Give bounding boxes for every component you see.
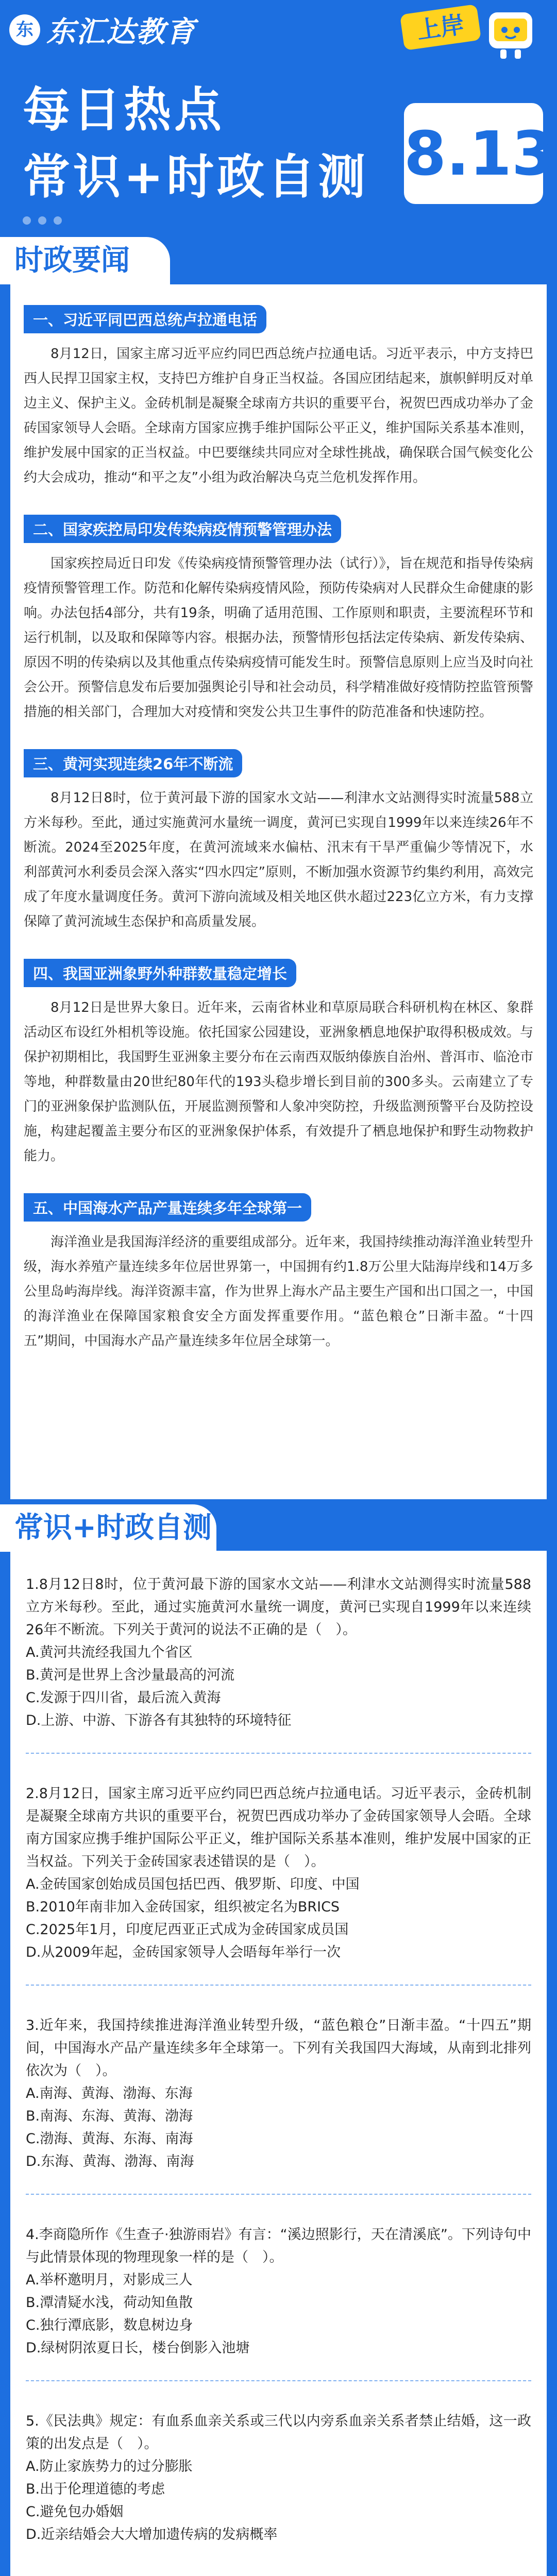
divider [26,2194,531,2195]
header-title-line2: 常识+时政自测 [23,149,369,205]
question-option[interactable]: C.发源于四川省，最后流入黄海 [26,1690,221,1706]
news-body: 国家疾控局近日印发《传染病疫情预警管理办法（试行）》，旨在规范和指导传染病疫情预警管理工作。防范和化解传染病疫情风险，预防传染病对人民群众生命健康的影响。办法包括4部分，共有19条，明确了适用范围、工作原则和职责，主要流程环节和运行机制，以及取和保障等内容。根据办法，预警情形包括法定传染病、新发传染病、原因不明的传染病以及其他重点传染病疫情可能发生时。预警信息原则上应当及时向社会公开。预警信息发布后要加强舆论引导和社会动员，科学精准做好疫情防控监管预警措施的相关部门，合理加大对疫情和突发公共卫生事件的防范准备和快速防控。 [24,556,533,720]
dot-icon [54,216,62,225]
news-title: 二、国家疾控局印发传染病疫情预警管理办法 [24,515,341,543]
question-option[interactable]: D.上游、中游、下游各有其独特的环境特征 [26,1713,292,1728]
question-option[interactable]: B.南海、东海、黄海、渤海 [26,2108,193,2124]
news-title: 五、中国海水产品产量连续多年全球第一 [24,1193,311,1222]
question [26,1783,531,1986]
question [26,1573,531,1754]
shangan-tag: 上岸 [400,4,481,50]
question-stem: 1.8月12日8时，位于黄河最下游的国家水文站——利津水文站测得实时流量588立方米每秒。至此，通过实施黄河水量统一调度，黄河已实现自1999年以来连续26年不断流。下列关于黄河的说法不正确的是（ ）。 [26,1577,531,1638]
question-option[interactable]: C.2025年1月，印度尼西亚正式成为金砖国家成员国 [26,1922,349,1938]
question-option[interactable]: A.南海、黄海、渤海、东海 [26,2086,193,2102]
section-heading-quiz: 常识+时政自测 [0,1504,216,1552]
news-item [24,515,533,724]
question-option[interactable]: A.金砖国家创始成员国包括巴西、俄罗斯、印度、中国 [26,1876,360,1892]
news-item [24,1193,533,1353]
section-heading-news: 时政要闻 [0,237,170,284]
quiz-panel [10,1551,547,2576]
question-option[interactable]: A.举杯邀明月，对影成三人 [26,2272,193,2288]
brand-name: 东汇达教育 [46,15,196,49]
question-option[interactable]: B.黄河是世界上含沙量最高的河流 [26,1667,235,1683]
question-option[interactable]: A.防止家族势力的过分膨胀 [26,2459,193,2475]
question [26,2224,531,2381]
question-option[interactable]: C.独行潭底影，数息树边身 [26,2317,193,2333]
question [26,2014,531,2195]
news-item [24,749,533,934]
question-option[interactable]: B.2010年南非加入金砖国家，组织被定名为BRICS [26,1899,340,1915]
news-title: 一、习近平同巴西总统卢拉通电话 [24,305,266,333]
question-option[interactable]: C.避免包办婚姻 [26,2504,124,2520]
news-body: 8月12日，国家主席习近平应约同巴西总统卢拉通电话。习近平表示，中方支持巴西人民捍卫国家主权，支持巴方维护自身正当权益。各国应团结起来，旗帜鲜明反对单边主义、保护主义。金砖机制是凝聚全球南方共识的重要平台，祝贺巴西成功举办了金砖国家领导人会晤。全球南方国家应携手维护国际公平正义，维护国际关系基本准则，维护发展中国家的正当权益。中巴要继续共同应对全球性挑战，确保联合国气候变化公约大会成功，推动“和平之友”小组为政治解决乌克兰危机发挥作用。 [24,346,533,485]
question-option[interactable]: B.潭清疑水浅，荷动知鱼散 [26,2295,193,2311]
news-item [24,305,533,490]
news-item [24,959,533,1168]
news-body: 8月12日是世界大象日。近年来，云南省林业和草原局联合科研机构在林区、象群活动区布设红外相机等设施。依托国家公园建设，亚洲象栖息地保护取得积极成效。与保护初期相比，我国野生亚洲象主要分布在云南西双版纳傣族自治州、普洱市、临沧市等地，种群数量由20世纪80年代的193头稳步增长到目前的300多头。云南建立了专门的亚洲象保护监测队伍，开展监测预警和人象冲突防控，升级监测预警平台及防控设施，构建起覆盖主要分布区的亚洲象保护体系，有效提升了栖息地保护和野生动物救护能力。 [24,1000,533,1164]
mascot-icon [482,7,539,61]
question-option[interactable]: D.绿树阴浓夏日长，楼台倒影入池塘 [26,2340,250,2356]
question-stem: 4.李商隐所作《生查子·独游雨岩》有言：“溪边照影行，天在清溪底”。下列诗句中与此情景体现的物理现象一样的是（ ）。 [26,2227,531,2265]
question-option[interactable]: D.从2009年起，金砖国家领导人会晤每年举行一次 [26,1944,341,1960]
divider [26,1753,531,1754]
header [0,0,557,258]
news-panel [10,284,547,1499]
header-title-line1: 每日热点 [23,82,225,138]
question-stem: 3.近年来，我国持续推进海洋渔业转型升级，“蓝色粮仓”日渐丰盈。“十四五”期间，中国海水产品产量连续多年全球第一。下列有关我国四大海域，从南到北排列依次为（ ）。 [26,2018,531,2079]
news-title: 四、我国亚洲象野外种群数量稳定增长 [24,959,296,987]
question-stem: 2.8月12日，国家主席习近平应约同巴西总统卢拉通电话。习近平表示，金砖机制是凝聚全球南方共识的重要平台，祝贺巴西成功举办了金砖国家领导人会晤。全球南方国家应携手维护国际公平正义，维护国际关系基本准则，维护发展中国家的正当权益。下列关于金砖国家表述错误的是（ ）。 [26,1786,531,1870]
question-option[interactable]: D.近亲结婚会大大增加遗传病的发病概率 [26,2527,278,2543]
divider [26,1985,531,1986]
divider [26,2380,531,2381]
news-title: 三、黄河实现连续26年不断流 [24,749,242,777]
brand [9,9,196,50]
question [26,2410,531,2546]
news-body: 8月12日8时，位于黄河最下游的国家水文站——利津水文站测得实时流量588立方米每秒。至此，通过实施黄河水量统一调度，黄河已实现自1999年以来连续26年不断流。2024至2025年度，在黄河流域来水偏枯、汛末有干旱严重偏少等情况下，水利部黄河水利委员会深入落实“四水四定”原则，不断加强水资源节约集约利用，高效完成了年度水量调度任务。黄河下游向流域及相关地区供水超过223亿立方米，有力支撑保障了黄河流域生态保护和高质量发展。 [24,790,533,929]
question-stem: 5.《民法典》规定：有血系血亲关系或三代以内旁系血亲关系者禁止结婚，这一政策的出发点是（ ）。 [26,2413,531,2452]
date-badge: 8.13 [404,103,543,204]
news-body: 海洋渔业是我国海洋经济的重要组成部分。近年来，我国持续推动海洋渔业转型升级，海水养殖产量连续多年位居世界第一，中国拥有约1.8万公里大陆海岸线和14万多公里岛屿海岸线。海洋资源丰富，作为世界上海水产品主要生产国和出口国之一，中国的海洋渔业在保障国家粮食安全方面发挥重要作用。“蓝色粮仓”日渐丰盈。“十四五”期间，中国海水产品产量连续多年位居全球第一。 [24,1234,533,1349]
question-option[interactable]: D.东海、黄海、渤海、南海 [26,2154,194,2170]
question-option[interactable]: B.出于伦理道德的考虑 [26,2481,165,2497]
question-option[interactable]: A.黄河共流经我国九个省区 [26,1645,193,1660]
dot-icon [23,216,31,225]
dot-icon [38,216,46,225]
decorative-dots [23,216,62,225]
question-option[interactable]: C.渤海、黄海、东海、南海 [26,2131,193,2147]
brand-logo-icon: 东 [9,14,40,45]
